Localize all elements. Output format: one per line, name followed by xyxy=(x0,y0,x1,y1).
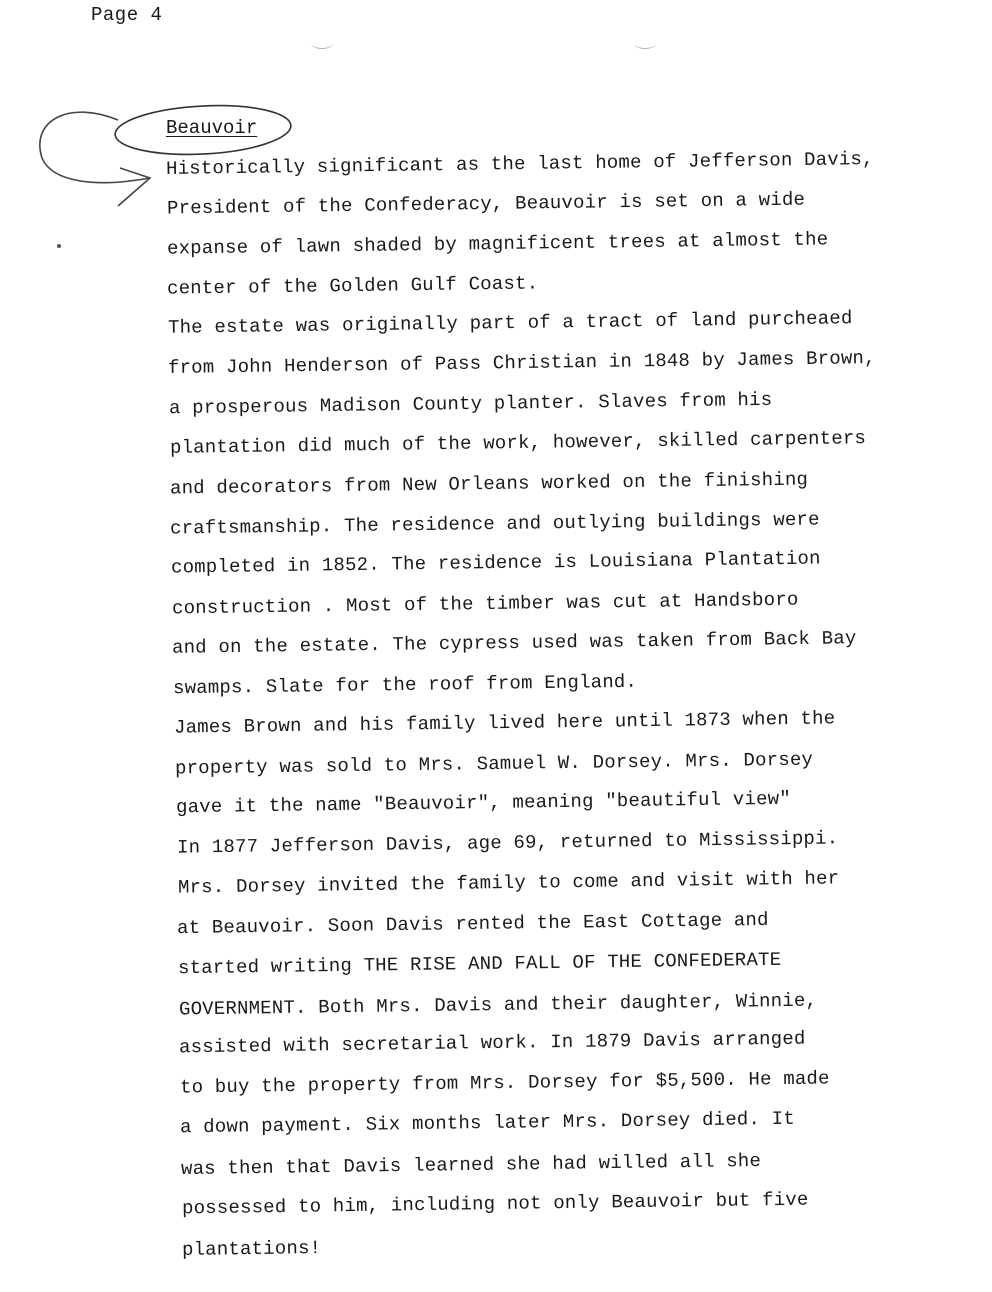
section-heading: Beauvoir xyxy=(166,117,258,139)
text-line: craftsmanship. The residence and outlying buildings were xyxy=(169,508,820,540)
text-line: possessed to him, including not only Beauvoir but five xyxy=(181,1188,809,1220)
text-line: was then that Davis learned she had willed all she xyxy=(180,1149,762,1181)
text-line: assisted with secretarial work. In 1879 Davis arranged xyxy=(178,1027,806,1059)
text-line: property was sold to Mrs. Samuel W. Dorsey. Mrs. Dorsey xyxy=(174,748,814,780)
page-number: Page 4 xyxy=(91,4,163,26)
text-line: at Beauvoir. Soon Davis rented the East Cottage and xyxy=(176,908,769,940)
text-line: swamps. Slate for the roof from England. xyxy=(172,670,638,700)
text-line: plantations! xyxy=(181,1237,322,1261)
text-line: GOVERNMENT. Both Mrs. Davis and their daughter, Winnie, xyxy=(178,989,818,1021)
text-line: gave it the name "Beauvoir", meaning "beautiful view" xyxy=(175,787,792,819)
text-line: center of the Golden Gulf Coast. xyxy=(166,272,539,300)
text-line: started writing THE RISE AND FALL OF THE CONFEDERATE xyxy=(177,948,782,980)
text-line: Historically significant as the last home of Jefferson Davis, xyxy=(165,148,874,180)
text-line: The estate was originally part of a tract of land purcheaed xyxy=(167,307,853,339)
punch-mark-right xyxy=(634,38,656,49)
text-line: Mrs. Dorsey invited the family to come and visit with her xyxy=(177,867,840,899)
text-line: plantation did much of the work, however, skilled carpenters xyxy=(169,427,867,459)
stray-mark xyxy=(57,244,61,248)
text-line: a prosperous Madison County planter. Slaves from his xyxy=(168,388,773,420)
text-line: and on the estate. The cypress used was taken from Back Bay xyxy=(171,627,857,659)
text-line: a down payment. Six months later Mrs. Dorsey died. It xyxy=(179,1107,796,1139)
text-line: completed in 1852. The residence is Louisiana Plantation xyxy=(170,547,821,579)
text-line: President of the Confederacy, Beauvoir is set on a wide xyxy=(166,188,806,220)
text-line: from John Henderson of Pass Christian in 1848 by James Brown, xyxy=(167,347,876,379)
punch-mark-left xyxy=(311,38,333,49)
text-line: In 1877 Jefferson Davis, age 69, returned to Mississippi. xyxy=(176,827,839,859)
text-line: James Brown and his family lived here until 1873 when the xyxy=(173,707,836,739)
handwritten-annotation xyxy=(0,0,992,260)
text-line: to buy the property from Mrs. Dorsey for $5,500. He made xyxy=(179,1067,830,1099)
text-line: expanse of lawn shaded by magnificent trees at almost the xyxy=(166,228,829,260)
text-line: and decorators from New Orleans worked on the finishing xyxy=(169,468,809,500)
text-line: construction . Most of the timber was cut at Handsboro xyxy=(171,588,799,620)
